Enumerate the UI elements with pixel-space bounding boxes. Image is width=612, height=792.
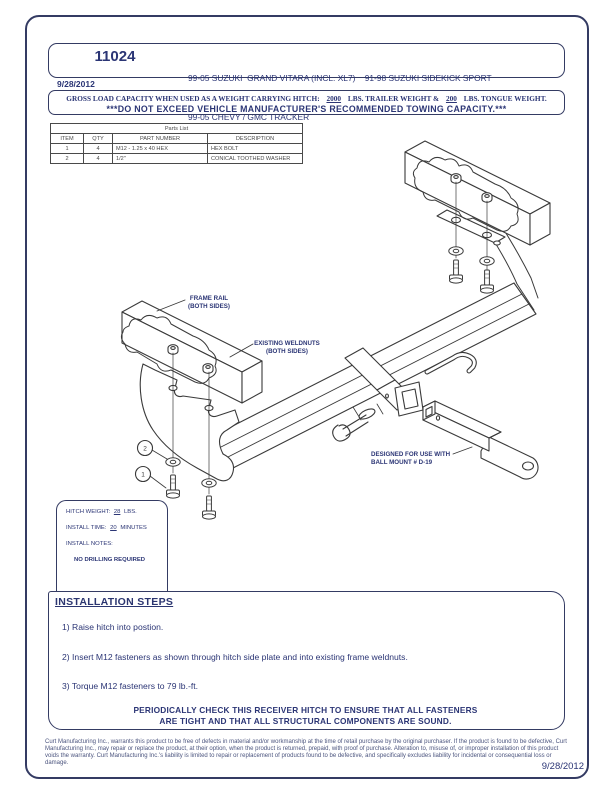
cell-qty: 4 — [84, 154, 113, 164]
cell-description: CONICAL TOOTHED WASHER — [208, 154, 303, 164]
ball-mount — [423, 401, 538, 479]
ball-mount-label-line1: DESIGNED FOR USE WITH — [371, 451, 451, 458]
capacity-prefix: GROSS LOAD CAPACITY WHEN USED AS A WEIGHT CARRYING HITCH: — [66, 93, 320, 103]
hitch-weight-row — [66, 509, 137, 515]
conical-washer — [166, 458, 180, 466]
callout-number: 2 — [143, 445, 147, 453]
capacity-mid: LBS. TRAILER WEIGHT & — [347, 93, 440, 103]
cell-part-number: 1/2" — [113, 154, 208, 164]
ball-mount-label-line2: BALL MOUNT # D-19 — [371, 459, 433, 466]
hex-bolt — [481, 270, 494, 293]
periodic-check-line2: ARE TIGHT AND THAT ALL STRUCTURAL COMPONENTS ARE SOUND. — [159, 716, 452, 726]
hitch-info-box — [56, 500, 168, 592]
hitch-weight-value: 28 — [113, 509, 121, 515]
col-header-item: ITEM — [51, 134, 84, 144]
conical-washer — [480, 257, 494, 265]
hitch-weight-label: HITCH WEIGHT: — [66, 509, 111, 515]
installation-step: 2) Insert M12 fasteners as shown through hitch side plate and into existing frame weldnuts. — [62, 652, 408, 662]
part-number: 11024 — [94, 48, 136, 65]
label-frame-rail — [188, 295, 230, 310]
hex-bolt — [203, 496, 216, 519]
callout-washer — [138, 441, 168, 460]
footer-date: 9/28/2012 — [541, 761, 584, 772]
label-weldnuts — [254, 340, 320, 355]
capacity-statement — [49, 94, 564, 103]
frame-rail-label-line2: (BOTH SIDES) — [188, 303, 230, 310]
frame-rail-label-line1: FRAME RAIL — [189, 295, 229, 302]
install-time-label: INSTALL TIME: — [66, 525, 107, 531]
vehicle-line-2: 99-05 CHEVY / GMC TRACKER — [188, 112, 310, 122]
install-time-unit: MINUTES — [120, 525, 147, 531]
capacity-box — [48, 90, 565, 115]
vehicle-line-1: 99-05 SUZUKI GRAND VITARA (INCL. XL7) 91-98 SUZUKI SIDEKICK SPORT — [188, 73, 492, 83]
towing-warning: ***DO NOT EXCEED VEHICLE MANUFACTURER'S RECOMMENDED TOWING CAPACITY.*** — [106, 103, 507, 114]
callout-bolt — [136, 467, 167, 489]
cell-item: 2 — [51, 154, 84, 164]
cell-part-number: M12 - 1.25 x 40 HEX — [113, 144, 208, 154]
hitch-weight-unit: LBS. — [124, 509, 137, 515]
frame-rail-leader-line — [157, 300, 185, 311]
hex-bolt — [450, 260, 463, 283]
install-time-value: 20 — [110, 525, 117, 531]
parts-list-title: Parts List — [51, 124, 303, 134]
trailer-weight-value: 2000 — [326, 93, 342, 103]
callout-number: 1 — [141, 471, 145, 479]
hex-bolt — [167, 475, 180, 498]
label-ball-mount — [371, 451, 451, 466]
warranty-text: Curt Manufacturing Inc., warrants this product to be free of defects in material and/or workmanship at the time of retail purchase by the original purchaser. If the product is found to be defective, Curt Manufacturing Inc., may repair or replace the product, at their option, when the product is returned, prepaid, with proof of purchase. Alteration to, misuse of, or improper installation of this product voids the warranty. Curt Manufacturing Inc.'s liability is limited to repair or replacement of products found to be defective, and specifically excludes liability for incidental or consequential loss or damage. — [45, 739, 567, 766]
installation-step: 3) Torque M12 fasteners to 79 lb.-ft. — [62, 681, 198, 691]
install-notes-label: INSTALL NOTES: — [66, 541, 113, 547]
install-notes-value: NO DRILLING REQUIRED — [74, 557, 146, 563]
periodic-check-line1: PERIODICALLY CHECK THIS RECEIVER HITCH TO ENSURE THAT ALL FASTENERS — [133, 705, 478, 715]
col-header-part-number: PART NUMBER — [113, 134, 208, 144]
installation-step: 1) Raise hitch into postion. — [62, 622, 164, 632]
tongue-weight-value: 200 — [445, 93, 457, 103]
weldnuts-label-line2: (BOTH SIDES) — [266, 348, 308, 355]
weldnut — [203, 364, 213, 374]
cell-item: 1 — [51, 144, 84, 154]
install-time-row — [66, 525, 147, 531]
col-header-qty: QTY — [84, 134, 113, 144]
col-header-description: DESCRIPTION — [208, 134, 303, 144]
conical-washer — [202, 479, 216, 487]
cell-description: HEX BOLT — [208, 144, 303, 154]
ball-mount-leader-line — [453, 447, 472, 454]
conical-washer — [449, 247, 463, 255]
revision-date: 9/28/2012 — [57, 79, 95, 89]
hitch-assembly-diagram — [25, 120, 587, 560]
cell-qty: 4 — [84, 144, 113, 154]
installation-steps-title: INSTALLATION STEPS — [55, 596, 174, 608]
weldnuts-label-line1: EXISTING WELDNUTS — [254, 340, 320, 347]
capacity-suffix: LBS. TONGUE WEIGHT. — [463, 93, 547, 103]
